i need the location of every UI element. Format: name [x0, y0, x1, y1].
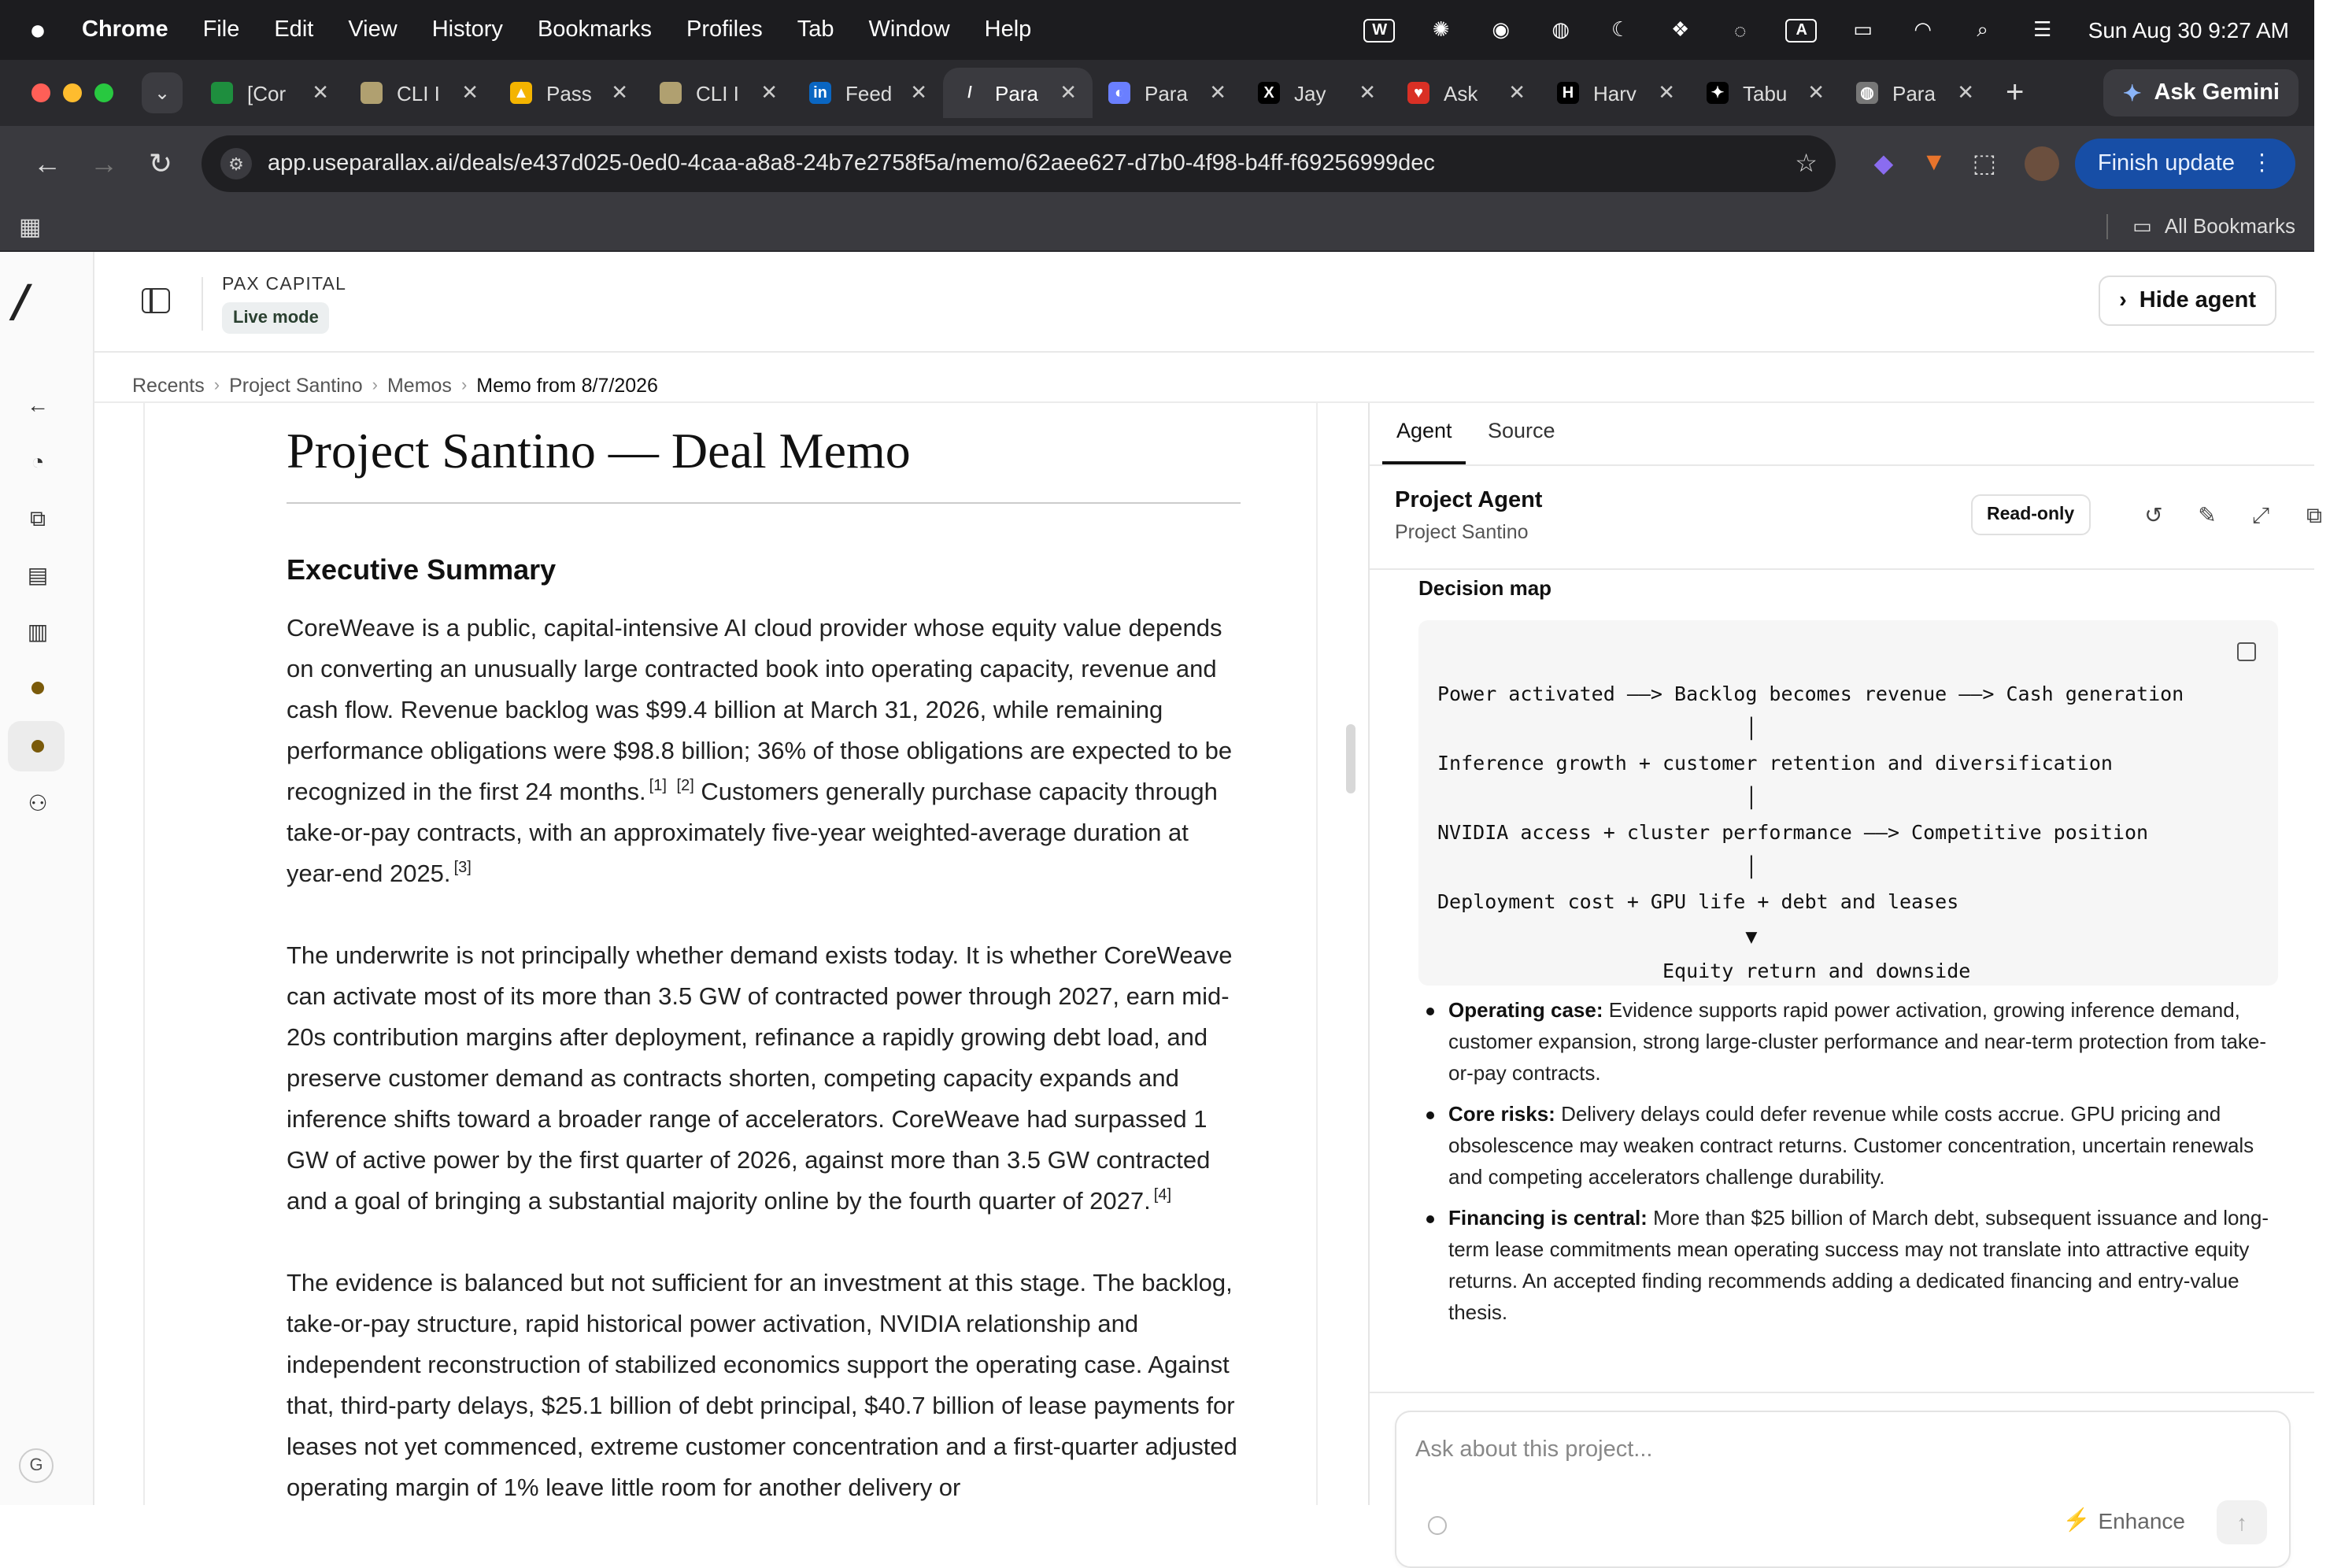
metamask-fox-icon[interactable]: ▼ [1921, 150, 1947, 176]
menu-clock[interactable]: Sun Aug 30 9:27 AM [2088, 17, 2289, 43]
agent-composer [1395, 1411, 2291, 1568]
book-check-icon[interactable]: ▥ [27, 618, 49, 643]
hide-agent-button[interactable] [2099, 276, 2276, 326]
menu-edit[interactable]: Edit [274, 17, 314, 43]
open-external-icon[interactable]: ⧉ [2306, 501, 2322, 527]
tab-label: Harv [1593, 81, 1637, 105]
menu-view[interactable]: View [348, 17, 398, 43]
tab-label: Tabu [1743, 81, 1788, 105]
reload-icon[interactable]: ↻ [148, 147, 173, 179]
browser-tab[interactable] [1392, 68, 1541, 118]
list-item [1418, 1203, 2284, 1329]
browser-tab[interactable] [195, 68, 345, 118]
tab-label: CLI I [696, 81, 739, 105]
dashboard-gauge-icon[interactable]: ◔ [31, 449, 45, 474]
browser-tab[interactable] [793, 68, 943, 118]
tab-close-icon[interactable]: ✕ [461, 80, 479, 104]
tab-close-icon[interactable]: ✕ [312, 80, 329, 104]
breadcrumb-recents[interactable]: Recents [132, 375, 205, 397]
decision-map-title: Decision map [1418, 576, 1552, 600]
parallax-app [0, 252, 2322, 1535]
memo-document-panel[interactable] [143, 403, 1318, 1505]
deal-dot-icon[interactable] [22, 672, 54, 704]
tab-label: [Cor [247, 81, 287, 105]
breadcrumb-separator-icon: › [372, 376, 378, 395]
browser-tab[interactable] [1541, 68, 1691, 118]
org-name: PAX CAPITAL [222, 276, 347, 294]
tab-label: Ask [1444, 81, 1478, 105]
list-item [1418, 995, 2284, 1089]
browser-tab[interactable] [1840, 68, 1990, 118]
zoom-window-button[interactable] [94, 83, 113, 102]
accessibility-icon[interactable]: ◍ [1551, 17, 1570, 41]
tab-close-icon[interactable]: ✕ [760, 80, 778, 104]
paragraph-text: The evidence is balanced but not sufficient for an investment at this stage. The backlog, take-or-pay structure, rapid historical power activation, NVIDIA relationship and independent reconstruction of stabilized economics support the operating case. Against that, third-party delays, $25.1 billion of debt principal, $40.7 billion of lease payments for leases not yet commenced, extreme customer concentration and a first-quarter adjusted operating margin of 1% leave little room for another delivery or [287, 1270, 1237, 1502]
bookmark-star-icon[interactable]: ☆ [1795, 151, 1818, 178]
browser-tab[interactable] [1242, 68, 1392, 118]
enhance-button[interactable] [2063, 1507, 2185, 1533]
tab-close-icon[interactable]: ✕ [1359, 80, 1376, 104]
menu-file[interactable]: File [202, 17, 240, 43]
bullet-text: Delivery delays could defer revenue while costs accrue. GPU pricing and obsolescence may weaken contract returns. Customer concentration, uncertain renewals and competing accelerators challenge durability. [1448, 1102, 2254, 1189]
tab-label: Feed [845, 81, 893, 105]
memo-paragraph [287, 609, 1241, 896]
tab-favicon-icon: ✦ [1707, 82, 1729, 104]
sidebar-toggle-icon[interactable] [142, 288, 170, 313]
new-tab-plus-icon[interactable]: + [2006, 75, 2025, 109]
menu-app-name[interactable]: Chrome [82, 17, 168, 43]
address-url[interactable]: app.useparallax.ai/deals/e437d025-0ed0-4caa-a8a8-24b7e2758f5a/memo/62aee627-d7b0-4f98-b4ff-f69256999dec [268, 151, 1435, 176]
breadcrumb-memos[interactable]: Memos [386, 375, 452, 397]
tab-close-icon[interactable]: ✕ [1807, 80, 1825, 104]
gemini-sparkle-icon: ✦ [2122, 80, 2142, 105]
tab-close-icon[interactable]: ✕ [1209, 80, 1226, 104]
agent-name: Project Agent [1395, 488, 1543, 513]
agent-message-area[interactable] [1370, 570, 2314, 1392]
bullet-label: Operating case: [1448, 998, 1603, 1022]
citation-link[interactable]: [3] [453, 859, 472, 877]
agent-project: Project Santino [1395, 521, 1529, 543]
breadcrumb-separator-icon: › [213, 376, 220, 395]
tab-close-icon[interactable]: ✕ [1658, 80, 1675, 104]
paragraph-text: CoreWeave is a public, capital-intensive AI cloud provider whose equity value depends on converting an unusually large contracted book into operating capacity, revenue and cash flow. Revenue backlog was $99.4 billion at March 31, 2026, while remaining performance obligations were $98.8 billion; 36% of those obligations are expected to be recognized in the first 24 months. [287, 616, 1233, 806]
breadcrumb-project[interactable]: Project Santino [229, 375, 363, 397]
close-window-button[interactable] [31, 83, 50, 102]
read-only-badge[interactable]: Read-only [1971, 494, 2090, 535]
bullet-text: Evidence supports rapid power activation, growing inference demand, customer expansion, strong large-cluster performance and near-term protection from take-or-pay contracts. [1448, 998, 2267, 1085]
live-mode-badge: Live mode [222, 302, 330, 334]
more-vertical-icon: ⋮ [2250, 151, 2273, 176]
active-tab-underline [1382, 461, 1466, 464]
menu-history[interactable]: History [431, 17, 503, 43]
attach-circle-icon[interactable] [1428, 1516, 1447, 1535]
browser-toolbar [0, 126, 2314, 202]
breadcrumb [132, 375, 658, 397]
chevron-right-icon: › [2119, 288, 2127, 313]
memo-document [287, 422, 1241, 1551]
users-icon[interactable]: ⚇ [28, 790, 48, 815]
dropbox-icon[interactable]: ❖ [1671, 17, 1690, 41]
panel-resize-handle[interactable] [1346, 724, 1355, 793]
window-controls [31, 83, 113, 102]
tab-favicon-icon: H [1557, 82, 1579, 104]
tab-favicon-icon: ◍ [1856, 82, 1878, 104]
all-bookmarks-button[interactable] [2106, 213, 2295, 239]
wifi-icon[interactable]: ◠ [1914, 17, 1932, 41]
citation-link[interactable]: [2] [676, 777, 694, 795]
finish-update-label: Finish update [2097, 151, 2235, 176]
browser-tab[interactable] [943, 68, 1093, 118]
parallax-logo-icon[interactable]: / [13, 276, 29, 327]
bookmarks-bar [0, 202, 2314, 252]
tab-close-icon[interactable]: ✕ [1508, 80, 1526, 104]
agent-tabs [1370, 403, 2314, 466]
input-source-icon[interactable]: A [1786, 18, 1818, 42]
paragraph-text: Customers generally purchase capacity through take-or-pay contracts, with an approximately five-year weighted-average duration at year-end 2025. [287, 779, 1218, 888]
browser-tab[interactable] [644, 68, 793, 118]
tab-close-icon[interactable]: ✕ [1957, 80, 1974, 104]
citation-link[interactable]: [1] [649, 777, 667, 795]
ask-gemini-label: Ask Gemini [2154, 80, 2280, 105]
apps-grid-icon[interactable]: ▦ [19, 213, 42, 240]
tab-favicon-icon: ♥ [1407, 82, 1429, 104]
forward-arrow-icon[interactable]: → [90, 147, 118, 179]
user-initial-badge[interactable]: G [19, 1448, 54, 1483]
record-icon[interactable]: ◉ [1492, 17, 1511, 41]
browser-tab[interactable] [345, 68, 494, 118]
tab-favicon-icon [361, 82, 383, 104]
edit-icon[interactable]: ✎ [2198, 501, 2217, 527]
paragraph-text: The underwrite is not principally whether demand exists today. It is whether CoreWeave can activate most of its more than 3.5 GW of contracted power through 2027, earn mid-20s contribution margins after deployment, refinance a rapidly growing debt load, and preserve customer demand as contracts shorten, competing capacity expands and inference shifts toward a broader range of accelerators. CoreWeave had surpassed 1 GW of active power by the first quarter of 2026, against more than 3.5 GW contracted and a goal of bringing a substantial majority online by the fourth quarter of 2027. [287, 943, 1233, 1215]
active-deal-dot-icon[interactable] [22, 730, 54, 762]
composer-divider [1370, 1392, 2314, 1393]
hide-agent-label: Hide agent [2139, 288, 2256, 313]
app-header [94, 252, 2314, 353]
site-info-icon[interactable]: ⚙ [220, 148, 252, 179]
agent-header [1370, 466, 2322, 570]
openai-icon[interactable]: ✺ [1432, 17, 1450, 41]
decision-map-text: Power activated ——> Backlog becomes revenue ——> Cash generation │ Inference growth + customer retention and diversification │ NVIDIA access + cluster performance ——> Competitive position │ Deployment cost + GPU life + debt and leases ▼ Equity return and downside [1437, 682, 2184, 982]
all-bookmarks-label: All Bookmarks [2164, 214, 2295, 238]
tab-favicon-icon [211, 82, 233, 104]
wechat-icon[interactable]: ◌ [1733, 18, 1747, 42]
menu-help[interactable]: Help [984, 17, 1032, 43]
browser-tab[interactable] [1691, 68, 1840, 118]
tab-favicon-icon: X [1258, 82, 1280, 104]
tab-source[interactable]: Source [1488, 419, 1555, 442]
menu-bookmarks[interactable]: Bookmarks [537, 17, 652, 43]
memo-paragraph [287, 937, 1241, 1223]
browser-tab-strip [0, 60, 2314, 126]
tab-label: Para [1892, 81, 1936, 105]
writing-tools-icon[interactable]: W [1364, 18, 1396, 42]
section-heading: Executive Summary [287, 554, 557, 586]
documents-icon[interactable]: ▤ [27, 561, 49, 586]
tab-favicon-icon: in [809, 82, 831, 104]
macos-menu-bar [0, 0, 2314, 60]
moon-icon[interactable]: ☾ [1611, 17, 1630, 41]
tab-label: Para [995, 81, 1038, 105]
breadcrumb-separator-icon: › [460, 376, 468, 395]
finish-update-button[interactable] [2076, 139, 2295, 189]
back-arrow-nav-icon[interactable]: ← [27, 392, 49, 417]
tab-agent[interactable]: Agent [1396, 419, 1452, 442]
tab-close-icon[interactable]: ✕ [611, 80, 628, 104]
ask-gemini-button[interactable] [2104, 69, 2299, 116]
list-item [1418, 1099, 2284, 1193]
browser-tab[interactable] [1093, 68, 1242, 118]
breadcrumb-current: Memo from 8/7/2026 [476, 375, 658, 397]
workflow-icon[interactable]: ⧉ [30, 505, 46, 530]
control-center-icon[interactable]: ☰ [2033, 17, 2052, 41]
tab-close-icon[interactable]: ✕ [1060, 80, 1077, 104]
tab-label: Para [1145, 81, 1188, 105]
profile-avatar[interactable] [2025, 146, 2060, 181]
tab-favicon-icon [660, 82, 682, 104]
history-icon[interactable]: ↺ [2144, 501, 2163, 527]
copy-icon[interactable] [2237, 642, 2256, 661]
memo-title: Project Santino — Deal Memo [287, 422, 1241, 504]
decision-map-code-block [1418, 620, 2278, 986]
bullet-text: More than $25 billion of March debt, subsequent issuance and long-term lease commitments mean operating success may not translate into attractive equity returns. An accepted finding recommends adding a dedicated financing and entry-value thesis. [1448, 1206, 2269, 1324]
menu-tab[interactable]: Tab [797, 17, 834, 43]
agent-panel [1368, 403, 2322, 1535]
menu-window[interactable]: Window [868, 17, 950, 43]
menu-profiles[interactable]: Profiles [686, 17, 763, 43]
tab-favicon-icon: ▲ [510, 82, 532, 104]
bullet-label: Core risks: [1448, 1102, 1555, 1126]
tab-favicon-icon: ◐ [1108, 82, 1130, 104]
magic-wand-icon: ⚡ [2062, 1507, 2091, 1532]
tab-label: Jay [1294, 81, 1326, 105]
bullet-label: Financing is central: [1448, 1206, 1648, 1230]
extensions-puzzle-icon[interactable]: ⬚ [1972, 151, 1996, 178]
tab-search-chevron-icon[interactable]: ⌄ [142, 72, 183, 113]
address-bar[interactable] [202, 135, 1836, 192]
extension-purple-icon[interactable]: ◆ [1873, 151, 1894, 178]
agent-question-input[interactable] [1415, 1431, 2265, 1469]
back-arrow-icon[interactable]: ← [33, 147, 61, 179]
tab-label: Pass [546, 81, 592, 105]
enhance-label: Enhance [2098, 1507, 2185, 1533]
tab-close-icon[interactable]: ✕ [910, 80, 927, 104]
minimize-window-button[interactable] [63, 83, 82, 102]
left-nav-rail [0, 252, 94, 1505]
citation-link[interactable]: [4] [1153, 1186, 1172, 1204]
send-arrow-icon[interactable]: ↑ [2217, 1500, 2267, 1544]
folder-icon: ▭ [2132, 213, 2152, 237]
expand-icon[interactable]: ⤢ [2251, 501, 2270, 527]
browser-tab[interactable] [494, 68, 644, 118]
battery-icon[interactable]: ▭ [1853, 17, 1873, 41]
spotlight-search-icon[interactable]: ⌕ [1977, 17, 1988, 41]
tab-favicon-icon: / [967, 84, 972, 102]
tab-list [195, 68, 1990, 118]
tab-label: CLI I [397, 81, 440, 105]
agent-summary-list [1418, 995, 2284, 1338]
apple-icon[interactable]: ● [29, 13, 46, 45]
memo-paragraph [287, 1264, 1241, 1510]
header-divider [202, 277, 203, 331]
